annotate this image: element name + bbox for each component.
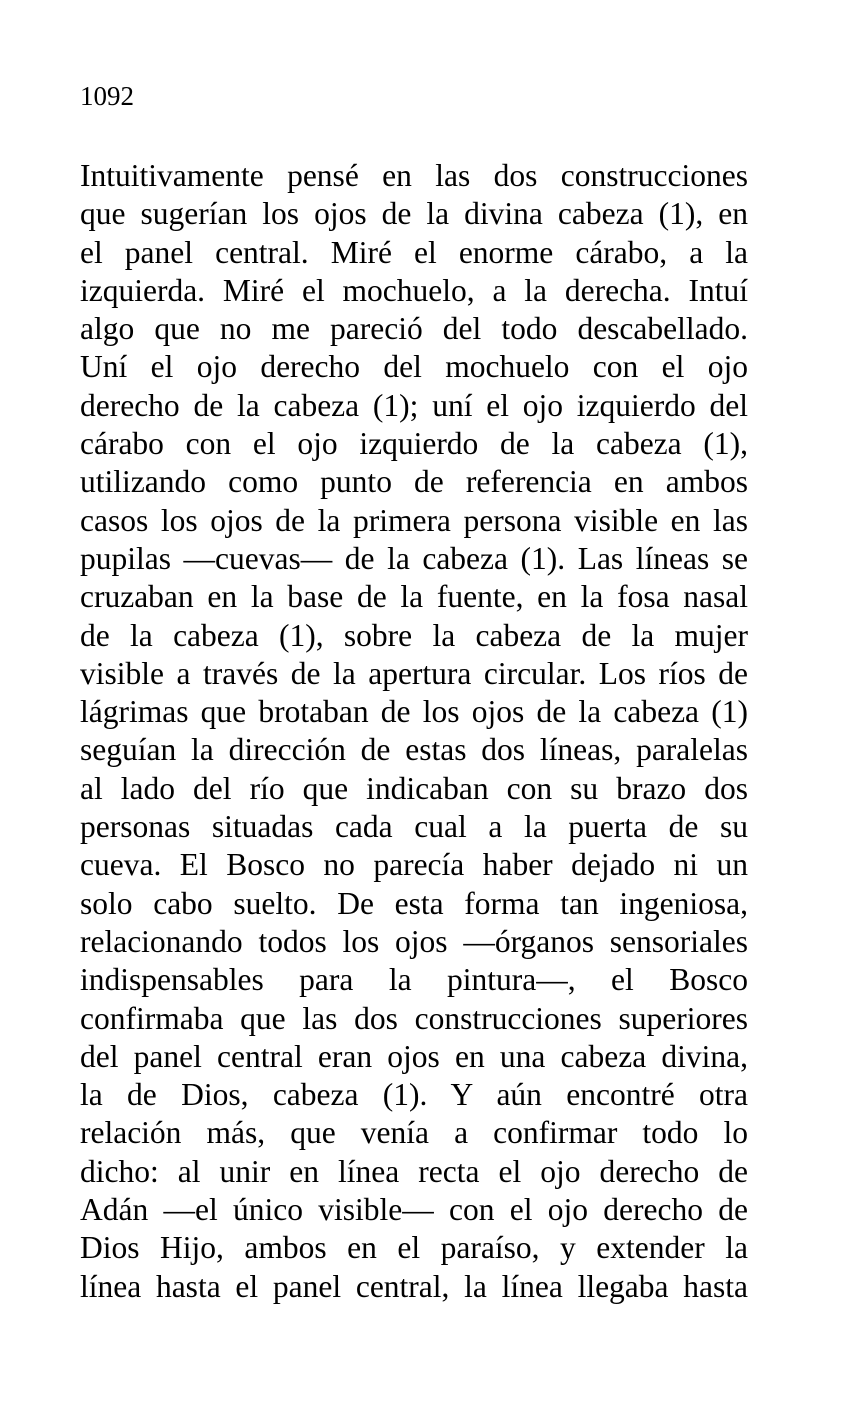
text-line: casos los ojos de la primera persona visible en las [80,502,748,538]
body-paragraph [80,157,748,1306]
text-line: cueva. El Bosco no parecía haber dejado ni un [80,847,748,883]
text-line: línea hasta el panel central, la línea llegaba hasta [80,1268,748,1304]
text-line: relacionando todos los ojos —órganos sensoriales [80,923,748,959]
text-line: personas situadas cada cual a la puerta de su [80,809,748,845]
text-line: Adán —el único visible— con el ojo derecho de [80,1192,748,1228]
text-line: la de Dios, cabeza (1). Y aún encontré otra [80,1077,748,1113]
text-line: algo que no me pareció del todo descabellado. [80,311,748,347]
text-line: izquierda. Miré el mochuelo, a la derecha. Intuí [80,272,748,308]
text-line: Uní el ojo derecho del mochuelo con el ojo [80,349,748,385]
text-line: utilizando como punto de referencia en ambos [80,464,748,500]
text-line: cruzaban en la base de la fuente, en la fosa nasal [80,579,748,615]
text-line: visible a través de la apertura circular. Los ríos de [80,655,748,691]
text-line: relación más, que venía a confirmar todo lo [80,1115,748,1151]
text-line: del panel central eran ojos en una cabeza divina, [80,1038,748,1074]
text-line: Intuitivamente pensé en las dos construcciones [80,158,748,193]
text-line: Dios Hijo, ambos en el paraíso, y extender la [80,1230,748,1266]
text-line: indispensables para la pintura—, el Bosco [80,962,748,998]
text-line: solo cabo suelto. De esta forma tan ingeniosa, [80,885,748,921]
text-line: seguían la dirección de estas dos líneas, paralelas [80,732,748,768]
text-line: confirmaba que las dos construcciones superiores [80,1000,748,1036]
text-line: dicho: al unir en línea recta el ojo derecho de [80,1153,748,1189]
text-line: al lado del río que indicaban con su brazo dos [80,770,748,806]
text-line: que sugerían los ojos de la divina cabeza (1), en [80,196,748,232]
page-number: 1092 [80,81,134,111]
text-line: pupilas —cuevas— de la cabeza (1). Las líneas se [80,540,748,576]
text-line: de la cabeza (1), sobre la cabeza de la mujer [80,617,748,653]
text-line: derecho de la cabeza (1); uní el ojo izquierdo del [80,387,748,423]
text-line: lágrimas que brotaban de los ojos de la cabeza (1) [80,694,748,730]
text-line: cárabo con el ojo izquierdo de la cabeza (1), [80,426,748,462]
text-line: el panel central. Miré el enorme cárabo, a la [80,234,748,270]
